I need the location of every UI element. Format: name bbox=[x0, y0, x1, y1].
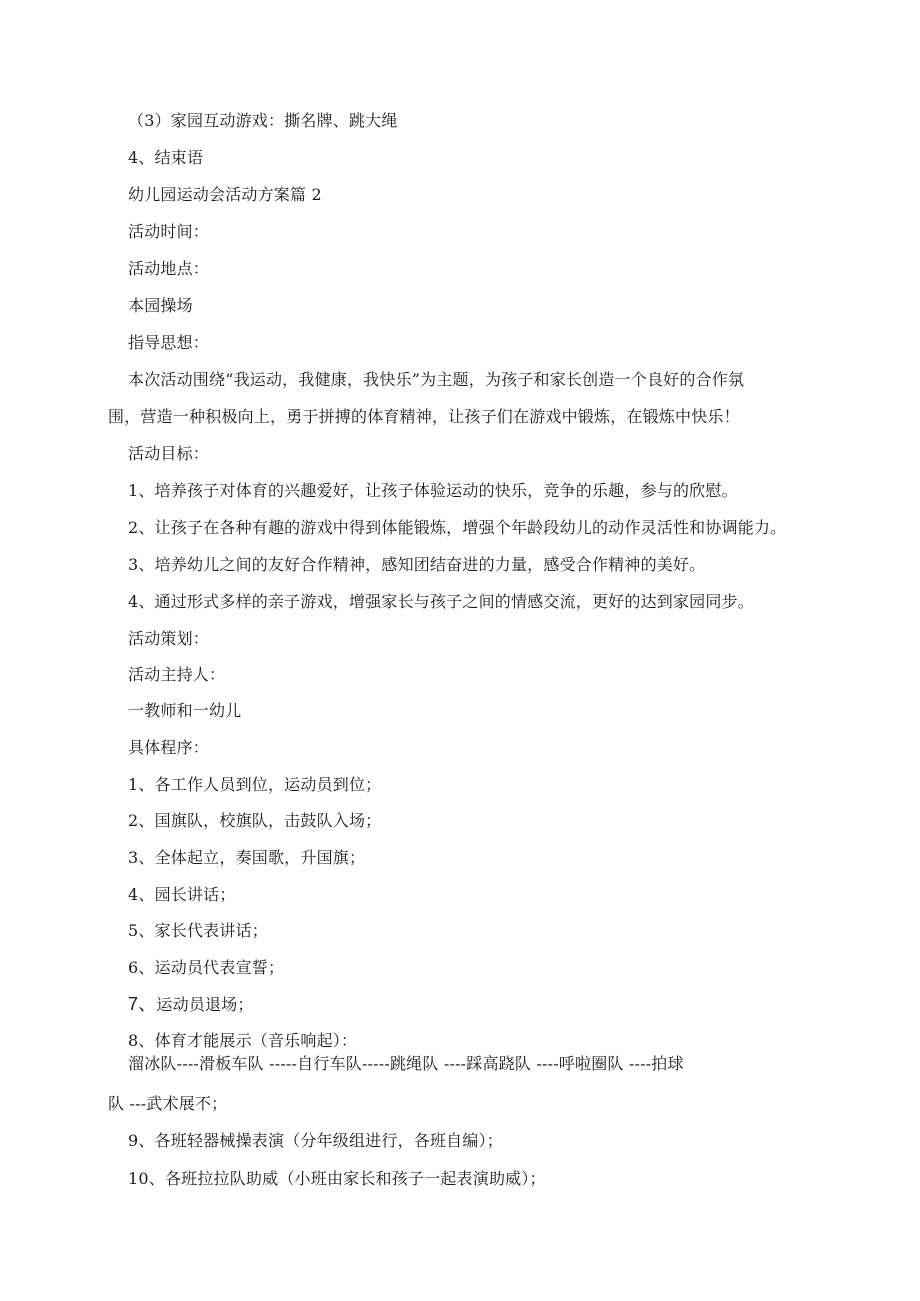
text-line-goals: 活动目标： bbox=[128, 444, 210, 463]
procedure-item-10: 10、各班拉拉队助威（小班由家长和孩子一起表演助威）； bbox=[128, 1169, 546, 1188]
section-heading: 幼儿园运动会活动方案篇 2 bbox=[128, 185, 322, 204]
goal-item-1: 1、培养孩子对体育的兴趣爱好，让孩子体验运动的快乐，竞争的乐趣，参与的欣慰。 bbox=[128, 481, 738, 500]
text-line-host: 活动主持人： bbox=[128, 665, 226, 684]
text-line-procedure: 具体程序： bbox=[128, 738, 210, 757]
text-line-guiding-idea: 指导思想： bbox=[128, 333, 210, 352]
text-line-interactive-game: （3）家园互动游戏：撕名牌、跳大绳 bbox=[128, 111, 398, 130]
text-line-closing: 4、结束语 bbox=[128, 148, 204, 167]
text-line-venue: 本园操场 bbox=[128, 296, 193, 315]
procedure-item-4: 4、园长讲话； bbox=[128, 885, 236, 904]
goal-item-2: 2、让孩子在各种有趣的游戏中得到体能锻炼，增强个年龄段幼儿的动作灵活性和协调能力。 bbox=[128, 518, 787, 537]
goal-item-4: 4、通过形式多样的亲子游戏，增强家长与孩子之间的情感交流，更好的达到家园同步。 bbox=[128, 592, 754, 611]
performance-teams-line-1: 溜冰队----滑板车队 -----自行车队-----跳绳队 ----踩高跷队 ----呼啦圈队 ----拍球 bbox=[128, 1054, 684, 1073]
procedure-item-7-number: 7、 bbox=[128, 994, 157, 1014]
procedure-item-3: 3、全体起立，奏国歌，升国旗； bbox=[128, 848, 366, 867]
paragraph-line-2: 围，营造一种积极向上，勇于拼搏的体育精神，让孩子们在游戏中锻炼，在锻炼中快乐！ bbox=[108, 407, 740, 426]
procedure-item-7-text: 运动员退场； bbox=[156, 995, 254, 1014]
goal-item-3: 3、培养幼儿之间的友好合作精神，感知团结奋进的力量，感受合作精神的美好。 bbox=[128, 555, 706, 574]
paragraph-line-1: 本次活动围绕“我运动，我健康，我快乐”为主题，为孩子和家长创造一个良好的合作氛 bbox=[128, 370, 745, 389]
procedure-item-1: 1、各工作人员到位，运动员到位； bbox=[128, 775, 382, 794]
procedure-item-6: 6、运动员代表宣誓； bbox=[128, 958, 285, 977]
text-line-planning: 活动策划： bbox=[128, 629, 210, 648]
text-line-location: 活动地点： bbox=[128, 259, 210, 278]
procedure-item-5: 5、家长代表讲话； bbox=[128, 921, 268, 940]
text-line-host-detail: 一教师和一幼儿 bbox=[128, 701, 242, 720]
text-line-time: 活动时间： bbox=[128, 222, 210, 241]
performance-teams-line-2: 队 ---武术展不； bbox=[108, 1094, 228, 1113]
procedure-item-8: 8、体育才能展示（音乐响起）： bbox=[128, 1031, 358, 1050]
procedure-item-2: 2、国旗队，校旗队，击鼓队入场； bbox=[128, 811, 382, 830]
procedure-item-7 bbox=[128, 993, 254, 1016]
procedure-item-9: 9、各班轻器械操表演（分年级组进行，各班自编）； bbox=[128, 1131, 503, 1150]
